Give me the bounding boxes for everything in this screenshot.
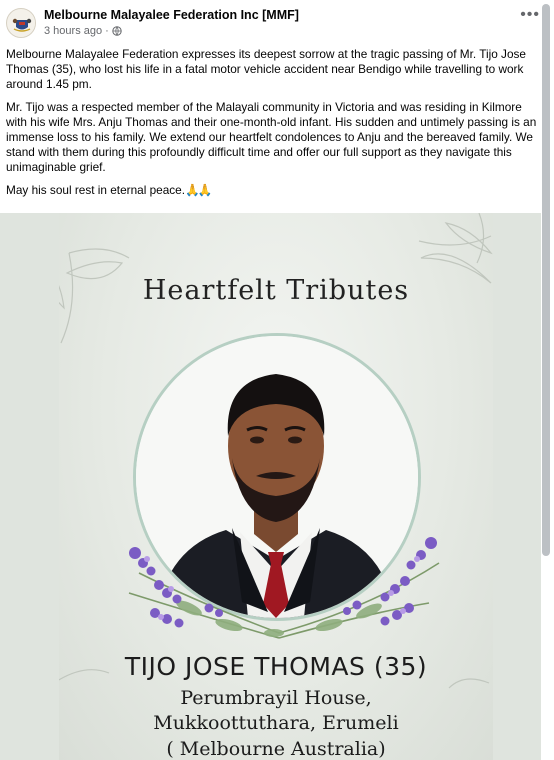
post-paragraph-1: Melbourne Malayalee Federation expresses its deepest sorrow at the tragic passing of Mr. Tijo Jose Thomas (35), who lost his life in a fatal motor vehicle accident near Bendigo while travelling to work around 1.45 pm. — [6, 47, 526, 91]
tribute-card — [59, 213, 493, 760]
scrollbar[interactable] — [542, 0, 550, 760]
address-line-1: Perumbrayil House, — [180, 687, 372, 709]
post-paragraph-2: Mr. Tijo was a respected member of the Malayali community in Victoria and was residing in Kilmore with his wife Mrs. Anju Thomas and their one-month-old infant. His sudden and untimely passing is an immense loss to his family. We extend our heartfelt condolences to Anju and the bereaved family. We stand with them during this profoundly difficult time and offer our full support as they navigate this unimaginable grief. — [6, 100, 537, 174]
post-text — [6, 47, 539, 206]
federation-logo-icon[interactable] — [6, 8, 36, 38]
globe-icon[interactable] — [112, 26, 122, 36]
deceased-name: TIJO JOSE THOMAS (35) — [124, 652, 428, 681]
meta-separator: · — [105, 25, 109, 37]
closing-text: May his soul rest in eternal peace. — [6, 183, 186, 197]
post-closing — [6, 183, 539, 198]
more-options-icon[interactable]: ••• — [520, 6, 540, 23]
post-image[interactable] — [0, 213, 541, 760]
page-name-link[interactable]: Melbourne Malayalee Federation Inc [MMF] — [44, 8, 299, 22]
post-timestamp[interactable]: 3 hours ago — [44, 25, 103, 37]
post-header — [0, 0, 554, 44]
address-line-2: Mukkoottuthara, Erumeli — [153, 712, 399, 734]
address-line-3: ( Melbourne Australia) — [166, 738, 386, 760]
tribute-title: Heartfelt Tributes — [142, 275, 410, 306]
post-meta — [44, 25, 122, 37]
scrollbar-thumb[interactable] — [542, 4, 550, 556]
folded-hands-emoji: 🙏🙏 — [185, 183, 211, 197]
